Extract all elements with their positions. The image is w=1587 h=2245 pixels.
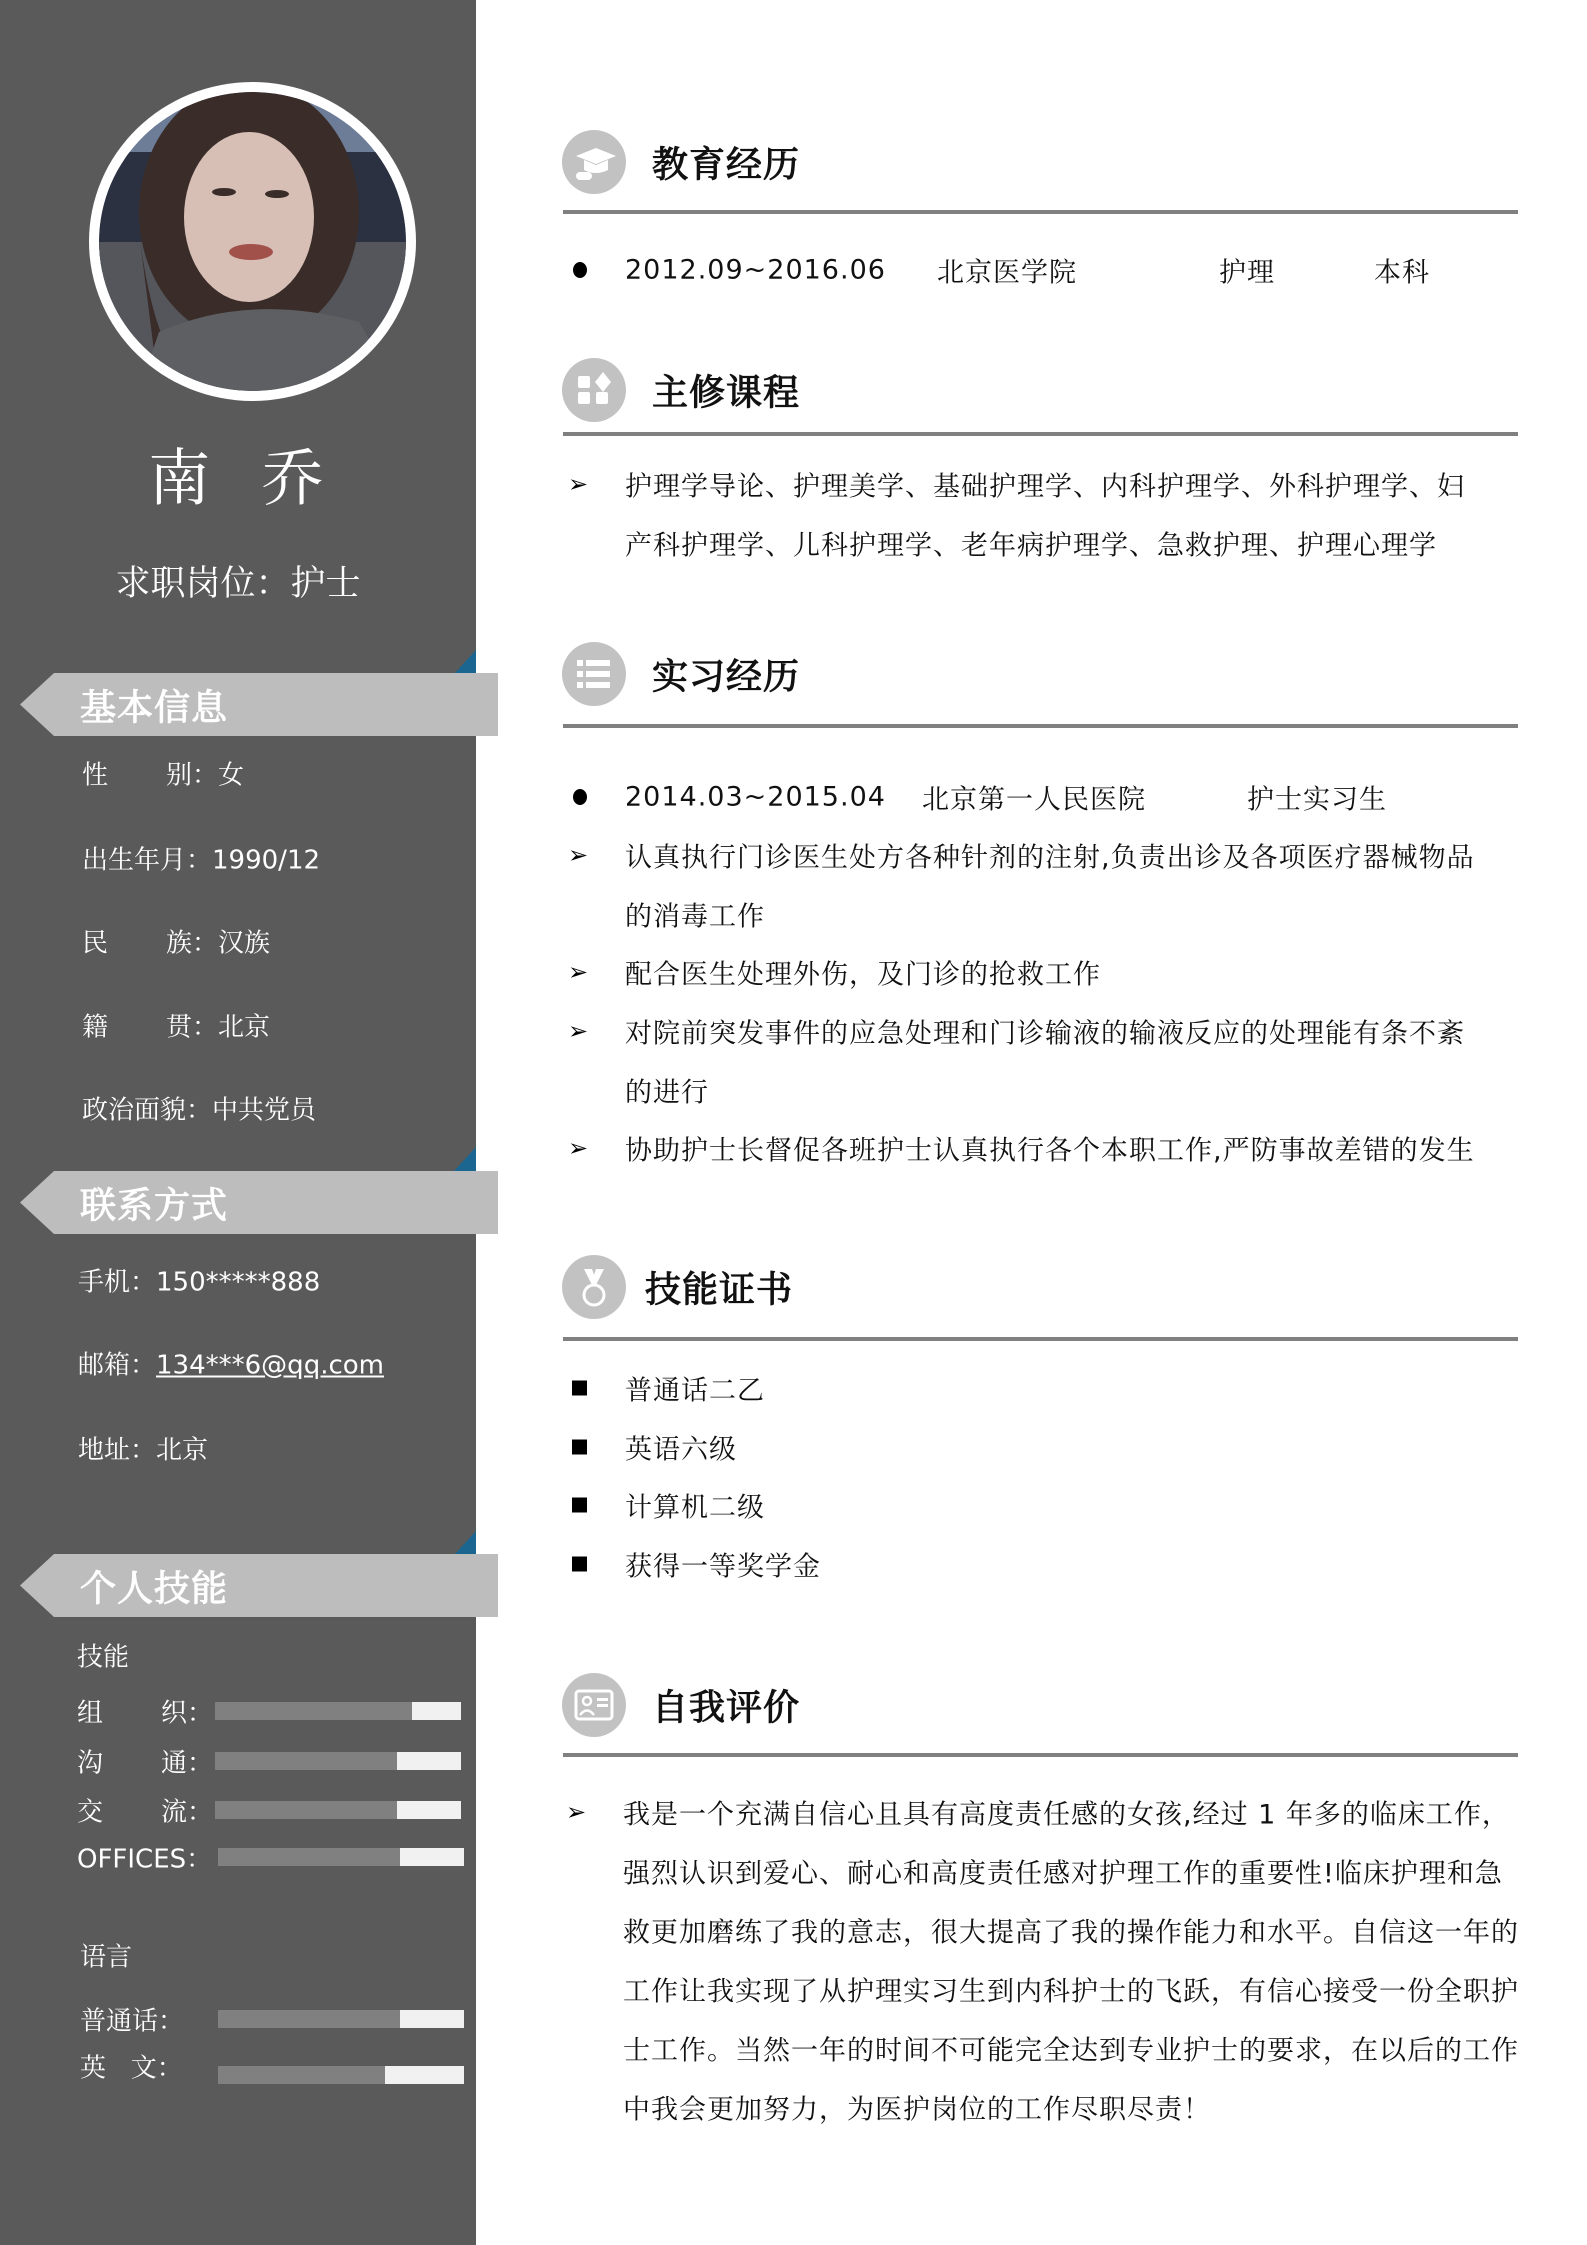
- square-bullet-icon: [572, 1557, 587, 1572]
- job-title: 求职岗位：护士: [115, 564, 361, 604]
- self-eval-line: 救更加磨练了我的意志，很大提高了我的操作能力和水平。自信这一年的: [623, 1917, 1519, 1949]
- section-banner-contact: [20, 1171, 498, 1234]
- section-banner-basic-info: [20, 673, 498, 736]
- language-bar: [218, 2066, 464, 2084]
- section-divider: [563, 1337, 1518, 1341]
- portrait-photo: [99, 92, 406, 391]
- education-degree: 本科: [1374, 257, 1430, 289]
- duty-line: 协助护士长督促各班护士认真执行各个本职工作,严防事故差错的发生: [625, 1135, 1475, 1167]
- address-value: 北京: [156, 1435, 209, 1466]
- info-value: 汉族: [218, 928, 271, 959]
- skill-bar-fill: [218, 1848, 400, 1866]
- info-hometown: [82, 1007, 270, 1044]
- arrow-bullet-icon: ➢: [568, 470, 589, 498]
- skill-label: [77, 1743, 213, 1780]
- info-birth: [82, 840, 320, 877]
- section-title: 基本信息: [80, 687, 229, 728]
- candidate-name: 南 乔: [148, 441, 328, 515]
- skill-label-b: 通：: [161, 1748, 214, 1779]
- self-eval-line: 我是一个充满自信心且具有高度责任感的女孩,经过 1 年多的临床工作，: [623, 1799, 1510, 1831]
- arrow-bullet-icon: ➢: [566, 1798, 587, 1826]
- duty-line: 认真执行门诊医生处方各种针剂的注射,负责出诊及各项医疗器械物品: [625, 842, 1475, 874]
- duty-line: 配合医生处理外伤，及门诊的抢救工作: [625, 959, 1101, 991]
- language-label: 英 文：: [80, 2053, 183, 2084]
- section-title-courses: 主修课程: [652, 372, 801, 414]
- section-title-education: 教育经历: [652, 144, 801, 186]
- skills-heading: 技能: [77, 1642, 130, 1673]
- graduation-cap-icon: [562, 130, 626, 194]
- skill-label: OFFICES：: [77, 1844, 213, 1875]
- certificate-item: 普通话二乙: [625, 1375, 765, 1407]
- language-heading: 语言: [80, 1942, 133, 1973]
- section-banner-skills: [20, 1554, 498, 1617]
- banner-fold-triangle: [454, 650, 476, 674]
- skill-bar: [215, 1752, 461, 1770]
- arrow-bullet-icon: ➢: [568, 841, 589, 869]
- info-label: 贯：: [166, 1012, 219, 1043]
- arrow-bullet-icon: ➢: [568, 958, 589, 986]
- skill-bar: [218, 1848, 464, 1866]
- info-label: 民: [82, 928, 109, 959]
- info-value: 1990/12: [212, 845, 321, 876]
- education-major: 护理: [1219, 257, 1275, 289]
- skill-label: [77, 1693, 213, 1730]
- contact-label: 地址：: [78, 1435, 157, 1466]
- education-period: 2012.09~2016.06: [625, 254, 886, 286]
- info-label: 出生年月：: [82, 845, 213, 876]
- square-bullet-icon: [572, 1498, 587, 1513]
- certificate-item: 英语六级: [625, 1434, 737, 1466]
- duty-line: 的消毒工作: [625, 901, 765, 933]
- square-bullet-icon: [572, 1381, 587, 1396]
- bullet-dot-icon: [573, 789, 587, 805]
- skill-bar: [215, 1702, 461, 1720]
- contact-label: 手机：: [78, 1267, 157, 1298]
- banner-fold-triangle: [454, 1531, 476, 1555]
- arrow-bullet-icon: ➢: [568, 1017, 589, 1045]
- id-card-icon: [562, 1673, 626, 1737]
- contact-address: [78, 1430, 208, 1467]
- skill-bar-fill: [215, 1752, 397, 1770]
- skill-label-b: 流：: [161, 1797, 214, 1828]
- bullet-dot-icon: [573, 262, 587, 278]
- contact-email: [78, 1345, 384, 1382]
- info-political: [82, 1090, 316, 1127]
- info-value: 女: [218, 760, 245, 791]
- course-line: 产科护理学、儿科护理学、老年病护理学、急救护理、护理心理学: [625, 530, 1437, 562]
- language-bar-fill: [218, 2010, 400, 2028]
- language-label: 普通话：: [80, 2006, 185, 2037]
- skill-label-a: 组: [77, 1698, 104, 1729]
- duty-line: 对院前突发事件的应急处理和门诊输液的输液反应的处理能有条不紊: [625, 1018, 1465, 1050]
- internship-role: 护士实习生: [1247, 784, 1387, 816]
- phone-value: 150*****888: [156, 1267, 321, 1298]
- skill-label: [77, 1792, 213, 1829]
- internship-period: 2014.03~2015.04: [625, 781, 886, 813]
- info-gender: [82, 755, 244, 792]
- info-label: 族：: [166, 928, 219, 959]
- section-title: 联系方式: [80, 1185, 229, 1226]
- section-divider: [563, 1753, 1518, 1757]
- banner-fold-triangle: [454, 1147, 476, 1171]
- arrow-bullet-icon: ➢: [568, 1134, 589, 1162]
- certificate-item: 获得一等奖学金: [625, 1551, 821, 1583]
- info-value: 中共党员: [212, 1095, 317, 1126]
- language-bar-fill: [218, 2066, 385, 2084]
- contact-phone: [78, 1262, 320, 1299]
- avatar: [89, 82, 416, 401]
- self-eval-line: 中我会更加努力，为医护岗位的工作尽职尽责！: [623, 2094, 1211, 2126]
- section-divider: [563, 210, 1518, 214]
- info-ethnicity: [82, 923, 270, 960]
- section-title: 个人技能: [80, 1568, 229, 1609]
- section-title-certificates: 技能证书: [645, 1269, 794, 1311]
- course-line: 护理学导论、护理美学、基础护理学、内科护理学、外科护理学、妇: [625, 471, 1465, 503]
- apps-grid-icon: [562, 358, 626, 422]
- skill-label-b: 织：: [161, 1698, 214, 1729]
- education-school: 北京医学院: [937, 257, 1077, 289]
- skill-label-a: 沟: [77, 1748, 104, 1779]
- skill-bar-fill: [215, 1801, 397, 1819]
- info-label: 政治面貌：: [82, 1095, 213, 1126]
- skill-bar: [215, 1801, 461, 1819]
- duty-line: 的进行: [625, 1077, 709, 1109]
- medal-icon: [562, 1255, 626, 1319]
- info-label: 籍: [82, 1012, 109, 1043]
- section-title-self-evaluation: 自我评价: [652, 1687, 801, 1729]
- info-label: 别：: [166, 760, 219, 791]
- info-value: 北京: [218, 1012, 271, 1043]
- email-link[interactable]: 134***6@qq.com: [156, 1350, 384, 1381]
- square-bullet-icon: [572, 1440, 587, 1455]
- certificate-item: 计算机二级: [625, 1492, 765, 1524]
- section-divider: [563, 724, 1518, 728]
- self-eval-line: 工作让我实现了从护理实习生到内科护士的飞跃，有信心接受一份全职护: [623, 1976, 1519, 2008]
- section-title-internship: 实习经历: [652, 656, 801, 698]
- internship-hospital: 北京第一人民医院: [922, 784, 1146, 816]
- info-label: 性: [82, 760, 109, 791]
- self-eval-line: 士工作。当然一年的时间不可能完全达到专业护士的要求，在以后的工作: [623, 2035, 1519, 2067]
- skill-label-a: 交: [77, 1797, 104, 1828]
- section-divider: [563, 432, 1518, 436]
- language-bar: [218, 2010, 464, 2028]
- contact-label: 邮箱：: [78, 1350, 157, 1381]
- list-icon: [562, 642, 626, 706]
- self-eval-line: 强烈认识到爱心、耐心和高度责任感对护理工作的重要性!临床护理和急: [623, 1858, 1503, 1890]
- skill-bar-fill: [215, 1702, 412, 1720]
